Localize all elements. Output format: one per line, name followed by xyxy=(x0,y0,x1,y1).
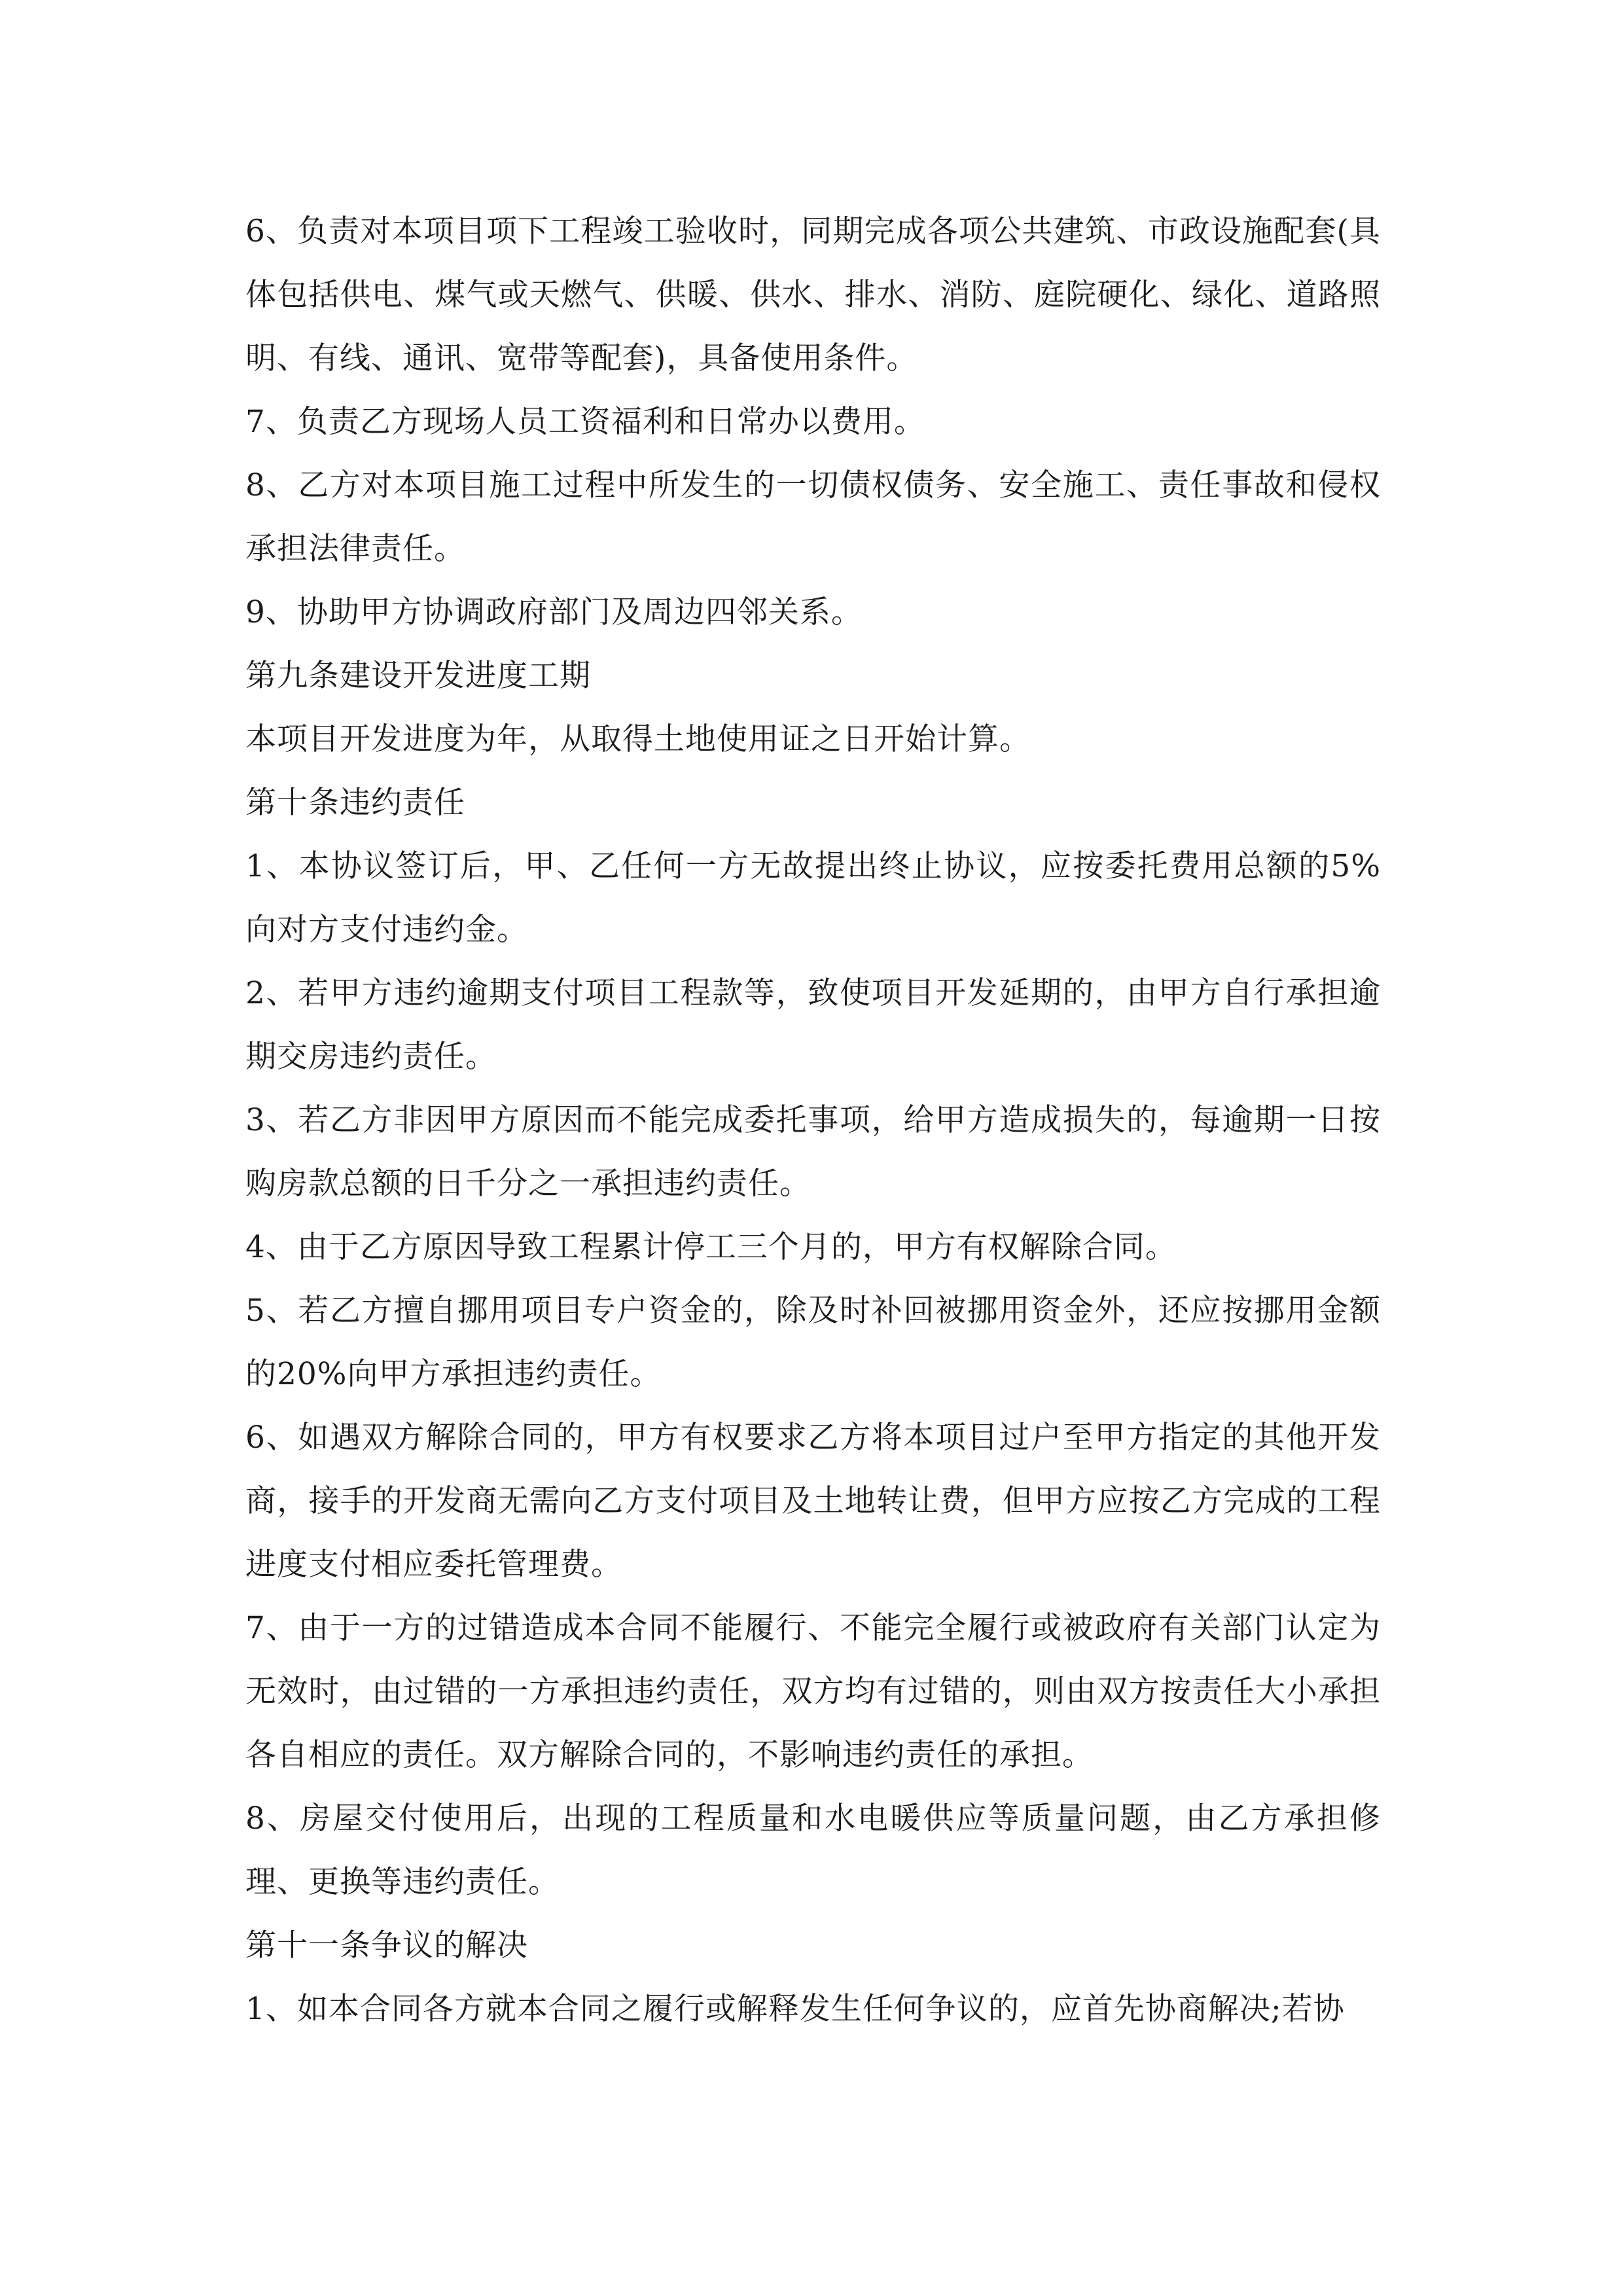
clause-paragraph: 1、如本合同各方就本合同之履行或解释发生任何争议的，应首先协商解决;若协 xyxy=(245,1991,1345,2027)
clause-paragraph: 6、如遇双方解除合同的，甲方有权要求乙方将本项目过户至甲方指定的其他开发商，接手的开发商无需向乙方支付项目及土地转让费，但甲方应按乙方完成的工程进度支付相应委托管理费。 xyxy=(245,1420,1381,1583)
clause-paragraph: 7、由于一方的过错造成本合同不能履行、不能完全履行或被政府有关部门认定为无效时，由过错的一方承担违约责任，双方均有过错的，则由双方按责任大小承担各自相应的责任。双方解除合同的，不影响违约责任的承担。 xyxy=(245,1610,1381,1773)
clause-paragraph: 6、负责对本项目项下工程竣工验收时，同期完成各项公共建筑、市政设施配套(具体包括供电、煤气或天燃气、供暖、供水、排水、消防、庭院硬化、绿化、道路照明、有线、通讯、宽带等配套)，具备使用条件。 xyxy=(245,213,1381,376)
document-body xyxy=(245,200,1381,2041)
clause-paragraph: 8、乙方对本项目施工过程中所发生的一切债权债务、安全施工、责任事故和侵权承担法律责任。 xyxy=(245,467,1381,567)
clause-paragraph: 本项目开发进度为年，从取得土地使用证之日开始计算。 xyxy=(245,721,1031,757)
section-heading: 第九条建设开发进度工期 xyxy=(245,658,591,694)
clause-paragraph: 8、房屋交付使用后，出现的工程质量和水电暖供应等质量问题，由乙方承担修理、更换等违约责任。 xyxy=(245,1801,1381,1900)
section-heading: 第十条违约责任 xyxy=(245,785,465,821)
clause-paragraph: 1、本协议签订后，甲、乙任何一方无故提出终止协议，应按委托费用总额的5%向对方支付违约金。 xyxy=(245,848,1381,948)
clause-paragraph: 9、协助甲方协调政府部门及周边四邻关系。 xyxy=(245,594,863,630)
clause-paragraph: 4、由于乙方原因导致工程累计停工三个月的，甲方有权解除合同。 xyxy=(245,1229,1177,1265)
clause-paragraph: 2、若甲方违约逾期支付项目工程款等，致使项目开发延期的，由甲方自行承担逾期交房违约责任。 xyxy=(245,975,1381,1075)
section-heading: 第十一条争议的解决 xyxy=(245,1928,528,1964)
clause-paragraph: 7、负责乙方现场人员工资福利和日常办以费用。 xyxy=(245,404,925,440)
clause-paragraph: 5、若乙方擅自挪用项目专户资金的，除及时补回被挪用资金外，还应按挪用金额的20%向甲方承担违约责任。 xyxy=(245,1293,1381,1392)
clause-paragraph: 3、若乙方非因甲方原因而不能完成委托事项，给甲方造成损失的，每逾期一日按购房款总额的日千分之一承担违约责任。 xyxy=(245,1102,1381,1202)
